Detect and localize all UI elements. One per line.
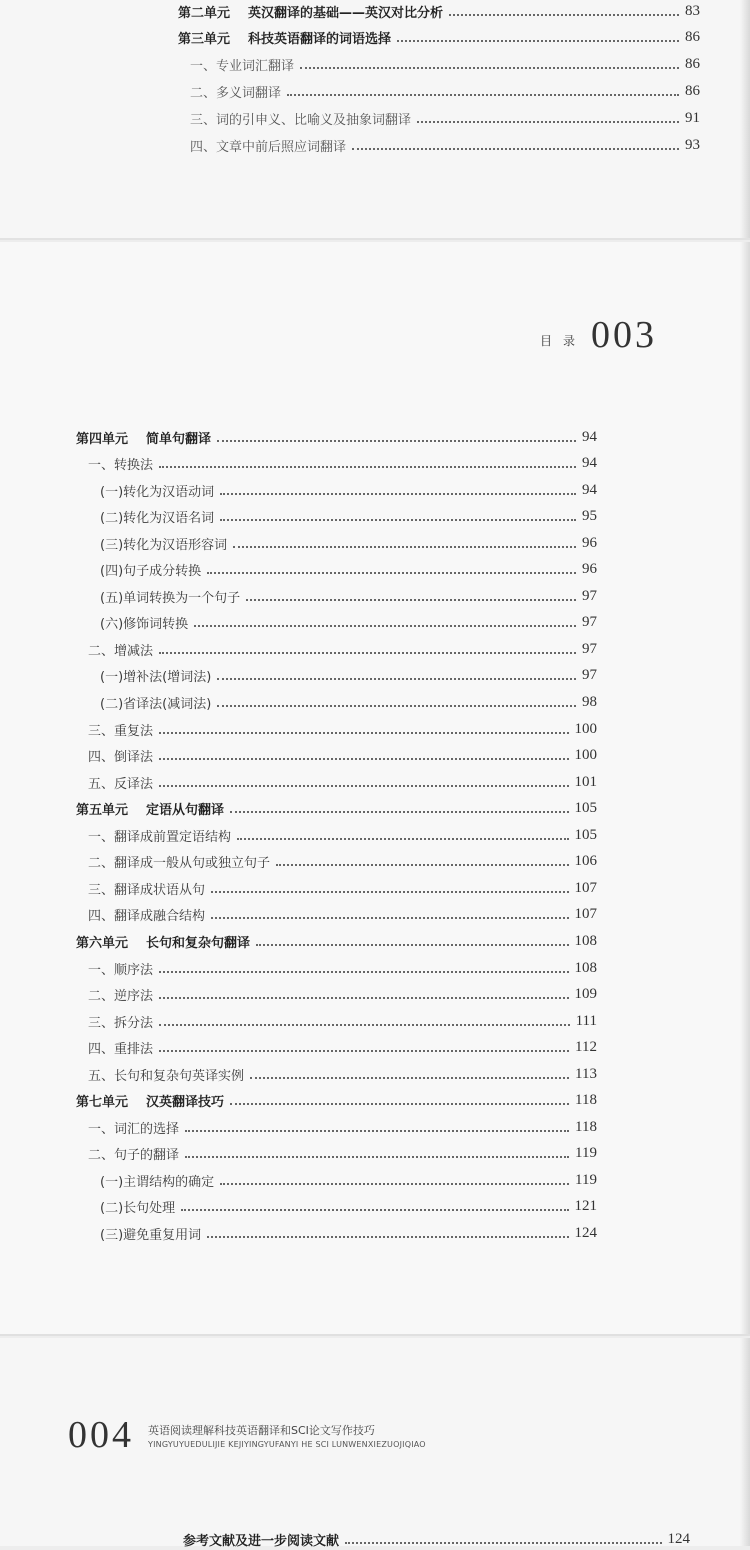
toc-entry[interactable] [100,479,597,501]
toc-entry-title [100,1197,175,1216]
toc-entry-title [76,1091,224,1110]
toc-unit-label: 第三单元 [178,32,231,48]
toc-title-text: 简单句翻译 [146,431,212,447]
toc-entry[interactable] [76,426,597,448]
toc-entry-title [88,746,153,765]
dot-leader [345,1539,661,1544]
toc-entry-title [190,55,294,74]
toc-entry[interactable] [88,718,597,740]
book-title-block [148,1422,426,1449]
dot-leader [417,118,679,123]
toc-page-top [0,0,750,240]
toc-entry[interactable] [88,1063,597,1085]
dot-leader [217,702,576,707]
toc-entry[interactable] [190,107,700,129]
toc-page-number: 98 [582,694,597,710]
toc-page-number: 100 [574,747,597,764]
toc-page-number: 83 [685,2,700,19]
toc-page-number: 119 [575,1145,597,1162]
toc-title-text: 科技英语翻译的词语选择 [248,32,392,48]
page-edge-shadow [740,242,750,1334]
running-head-label: 目 录 [540,334,580,348]
toc-title-text: (一)增补法(增词法) [100,670,212,686]
toc-page-number: 105 [574,800,597,817]
dot-leader [211,888,568,893]
toc-entry[interactable] [88,1010,597,1032]
toc-page-number: 100 [574,720,597,737]
toc-page-number: 96 [582,561,597,578]
toc-entry[interactable] [88,877,597,899]
toc-entry-title [190,82,281,101]
toc-page-number: 106 [574,853,597,870]
toc-entry-title [190,136,346,155]
toc-entry[interactable] [88,984,597,1006]
toc-entry[interactable] [88,904,597,926]
toc-title-text: 四、翻译成融合结构 [88,909,206,925]
toc-page-number: 93 [685,136,700,153]
toc-page-number: 94 [582,428,597,445]
toc-title-text: (一)转化为汉语动词 [100,484,215,500]
toc-entry-title [100,507,214,526]
toc-entry-title [100,481,214,500]
dot-leader [397,37,679,42]
dot-leader [237,835,568,840]
toc-title-text: 五、长句和复杂句英译实例 [88,1068,245,1084]
toc-title-text: 一、转换法 [88,458,154,474]
dot-leader [159,463,576,468]
dot-leader [181,1206,568,1211]
toc-title-text: (二)转化为汉语名词 [100,511,215,527]
toc-entry-title [88,826,231,845]
toc-page-number: 112 [575,1039,597,1056]
dot-leader [159,755,568,760]
toc-page-number: 86 [685,56,700,73]
toc-title-text: 二、增减法 [88,643,154,659]
toc-entry-title [88,1012,153,1031]
dot-leader [159,1021,570,1026]
toc-entry[interactable] [76,798,597,820]
dot-leader [194,622,576,627]
dot-leader [159,994,568,999]
dot-leader [217,675,576,680]
toc-entry-title [88,454,153,473]
toc-unit-label: 第五单元 [76,803,129,819]
dot-leader [207,1233,568,1238]
toc-title-text: (一)主谓结构的确定 [100,1174,215,1190]
page-number: 003 [591,314,658,356]
toc-title-text: 长句和复杂句翻译 [146,935,251,951]
toc-title-text: (四)句子成分转换 [100,564,202,580]
toc-page-number: 108 [574,932,597,949]
dot-leader [220,490,576,495]
dot-leader [207,569,576,574]
toc-entry[interactable] [190,80,700,102]
toc-title-text: 三、重复法 [88,723,154,739]
toc-title-text: 一、翻译成前置定语结构 [88,829,232,845]
toc-page-number: 94 [582,481,597,498]
toc-entry-title [100,587,240,606]
toc-entry[interactable] [190,134,700,156]
toc-page-number: 86 [685,29,700,46]
toc-page-number: 95 [582,508,597,525]
dot-leader [230,808,568,813]
toc-entry[interactable] [88,851,597,873]
toc-entry-title [88,985,153,1004]
toc-page-number: 118 [575,1092,597,1109]
toc-entry[interactable] [178,0,700,22]
dot-leader [185,1127,569,1132]
book-title: 英语阅读理解科技英语翻译和SCI论文写作技巧 [148,1423,375,1437]
toc-title-text: (五)单词转换为一个句子 [100,590,241,606]
toc-entry-title [88,852,270,871]
dot-leader [287,91,679,96]
toc-page-number: 94 [582,455,597,472]
dot-leader [300,64,679,69]
toc-entry-title [88,1144,179,1163]
toc-title-text: 参考文献及进一步阅读文献 [183,1533,340,1549]
toc-page-number: 118 [575,1118,597,1135]
toc-unit-label: 第七单元 [76,1095,129,1111]
toc-page-number: 113 [575,1065,597,1082]
toc-entry[interactable] [88,453,597,475]
toc-entry-title [178,28,391,47]
toc-entry-title [100,613,188,632]
toc-title-text: 三、词的引申义、比喻义及抽象词翻译 [190,112,412,128]
dot-leader [246,596,576,601]
toc-entry[interactable] [88,1037,597,1059]
toc-entry-title [76,932,250,951]
toc-entry-title [88,1038,153,1057]
toc-title-text: 四、重排法 [88,1042,154,1058]
toc-entry-title [88,640,153,659]
toc-title-text: 四、文章中前后照应词翻译 [190,139,347,155]
dot-leader [185,1153,569,1158]
toc-title-text: 英汉翻译的基础——英汉对比分析 [248,5,444,21]
toc-page-number: 124 [667,1530,690,1547]
toc-title-text: (三)避免重复用词 [100,1228,202,1243]
toc-entry[interactable] [183,1528,690,1550]
toc-title-text: 二、多义词翻译 [190,85,282,101]
toc-entry[interactable] [88,745,597,767]
dot-leader [256,941,568,946]
toc-entry-title [190,109,411,128]
toc-page-number: 86 [685,82,700,99]
book-title-pinyin: YINGYUYUEDULIJIE KEJIYINGYUFANYI HE SCI LUNWENXIEZUOJIQIAO [148,1439,426,1449]
dot-leader [159,968,568,973]
running-head-004 [68,1415,426,1455]
toc-entry[interactable] [100,585,597,607]
toc-page-number: 96 [582,534,597,551]
toc-entry-title [88,1118,179,1137]
toc-page-number: 97 [582,640,597,657]
toc-page-number: 97 [582,667,597,684]
toc-title-text: 一、顺序法 [88,962,154,978]
toc-entry-title [100,1224,201,1243]
toc-title-text: (二)长句处理 [100,1201,176,1217]
toc-title-text: 定语从句翻译 [146,803,225,819]
toc-entry[interactable] [88,771,597,793]
toc-page-number: 101 [574,773,597,790]
toc-unit-label: 第四单元 [76,431,129,447]
toc-entry[interactable] [88,1116,597,1138]
toc-title-text: 二、翻译成一般从句或独立句子 [88,856,271,872]
toc-page-number: 97 [582,614,597,631]
toc-page-number: 111 [575,1012,597,1029]
dot-leader [220,516,576,521]
toc-title-text: (二)省译法(减词法) [100,697,212,712]
toc-entry-title [100,1171,214,1190]
toc-entry-title [100,693,211,712]
toc-page-number: 91 [685,109,700,126]
page-edge-shadow [740,1338,750,1546]
dot-leader [159,729,568,734]
toc-title-text: 四、倒译法 [88,750,154,766]
toc-unit-label: 第六单元 [76,935,129,951]
toc-entry[interactable] [100,1169,597,1191]
toc-title-text: 三、翻译成状语从句 [88,882,206,898]
toc-entry[interactable] [88,1143,597,1165]
dot-leader [159,782,568,787]
toc-page-number: 124 [574,1225,597,1241]
toc-entry[interactable] [88,824,597,846]
toc-title-text: (六)修饰词转换 [100,617,189,633]
toc-entry-title [76,428,211,447]
toc-entry[interactable] [88,957,597,979]
toc-entry[interactable] [100,1223,597,1245]
toc-entry[interactable] [100,692,597,714]
toc-entry-title [88,905,205,924]
dot-leader [352,145,679,150]
toc-entry[interactable] [100,612,597,634]
dot-leader [250,1074,569,1079]
toc-title-text: 汉英翻译技巧 [146,1095,225,1111]
toc-title-text: 二、句子的翻译 [88,1148,180,1164]
toc-entry-title [100,560,201,579]
toc-title-text: 三、拆分法 [88,1015,154,1031]
dot-leader [220,1180,569,1185]
dot-leader [211,914,568,919]
toc-entry[interactable] [100,559,597,581]
toc-title-text: 一、词汇的选择 [88,1121,180,1137]
dot-leader [233,543,576,548]
toc-title-text: 五、反译法 [88,776,154,792]
toc-entry-title [88,720,153,739]
dot-leader [159,649,576,654]
toc-page-number: 107 [574,879,597,896]
page-number: 004 [68,1414,134,1456]
toc-page-number: 107 [574,906,597,923]
dot-leader [276,861,568,866]
toc-entry[interactable] [76,930,597,952]
toc-entry[interactable] [88,638,597,660]
toc-entry-title [76,799,224,818]
dot-leader [230,1100,569,1105]
toc-title-text: 一、专业词汇翻译 [190,59,295,75]
running-head-003 [540,315,657,355]
toc-page-number: 108 [574,959,597,976]
toc-page-number: 105 [574,826,597,843]
toc-entry[interactable] [178,27,700,49]
toc-entry[interactable] [100,532,597,554]
dot-leader [217,437,576,442]
toc-entry[interactable] [100,1196,597,1218]
toc-entry-title [88,879,205,898]
dot-leader [159,1047,569,1052]
toc-page-number: 121 [574,1198,597,1215]
toc-page-number: 109 [574,986,597,1003]
toc-title-text: (三)转化为汉语形容词 [100,537,228,553]
dot-leader [449,11,679,16]
toc-title-text: 二、逆序法 [88,989,154,1005]
toc-entry-title [178,2,443,21]
toc-entry-title [100,666,211,685]
toc-entry[interactable] [100,506,597,528]
toc-entry[interactable] [76,1090,597,1112]
toc-entry[interactable] [100,665,597,687]
toc-entry-title [100,534,227,553]
toc-entry-title [88,959,153,978]
toc-page-number: 119 [575,1171,597,1188]
toc-entry-title [88,1065,244,1084]
toc-unit-label: 第二单元 [178,5,231,21]
toc-entry[interactable] [190,54,700,76]
toc-entry-title [88,773,153,792]
page-edge-shadow [740,0,750,238]
toc-page-number: 97 [582,587,597,604]
